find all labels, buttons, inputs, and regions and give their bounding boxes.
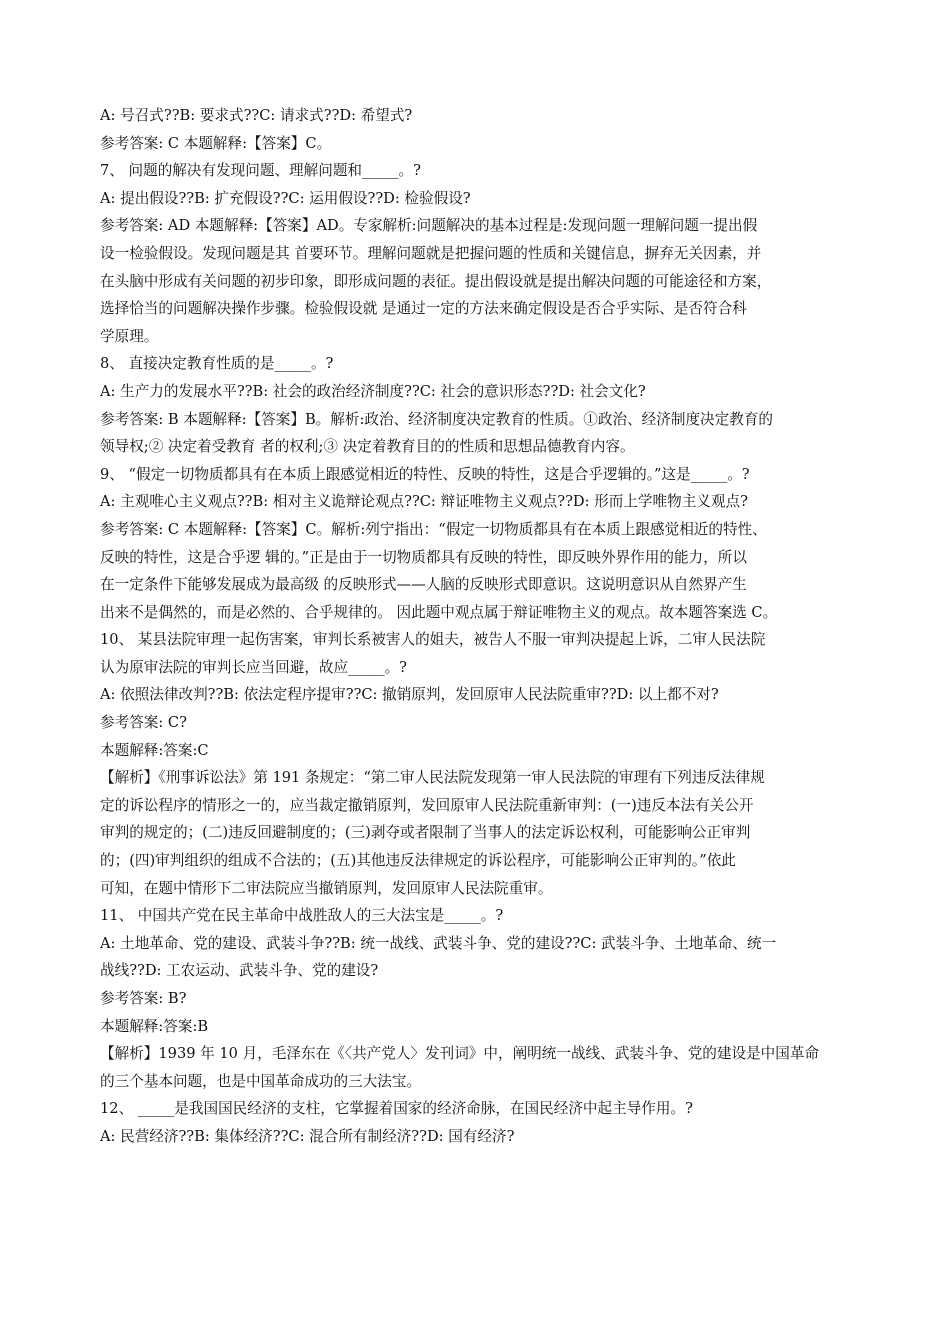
text-line: 参考答案: C 本题解释:【答案】C。解析:列宁指出：“假定一切物质都具有在本质上跟感觉相近的特性、	[100, 520, 767, 538]
text-line: 反映的特性，这是合乎逻 辑的。”正是由于一切物质都具有反映的特性，即反映外界作用的能力，所以	[100, 548, 747, 566]
text-line: 参考答案: C?	[100, 714, 187, 732]
text-line: 审判的规定的；(二)违反回避制度的；(三)剥夺或者限制了当事人的法定诉讼权利，可能影响公正审判	[100, 824, 751, 842]
question-11-options: A: 土地革命、党的建设、武装斗争??B: 统一战线、武装斗争、党的建设??C: 武装斗争、土地革命、统一	[100, 934, 777, 952]
text-line: 领导权;② 决定着受教育 者的权利;③ 决定着教育目的的性质和思想品德教育内容。	[100, 438, 635, 456]
question-9-options: A: 主观唯心主义观点??B: 相对主义诡辩论观点??C: 辩证唯物主义观点??D: 形而上学唯物主义观点?	[100, 493, 748, 511]
text-line: 在头脑中形成有关问题的初步印象，即形成问题的表征。提出假设就是提出解决问题的可能途径和方案，	[100, 272, 772, 290]
text-line: 在一定条件下能够发展成为最高级 的反映形式——人脑的反映形式即意识。这说明意识从自然界产生	[100, 576, 747, 594]
page-body	[100, 102, 852, 1151]
question-10-options: A: 依照法律改判??B: 依法定程序提审??C: 撤销原判，发回原审人民法院重审??D: 以上都不对?	[100, 686, 719, 704]
text-line: 定的诉讼程序的情形之一的，应当裁定撤销原判，发回原审人民法院重新审判：(一)违反本法有关公开	[100, 796, 754, 814]
text-line: 参考答案: AD 本题解释:【答案】AD。专家解析:问题解决的基本过程是:发现问题一理解问题一提出假	[100, 217, 758, 235]
text-line: 学原理。	[100, 327, 159, 345]
question-12-stem: 12、 _____是我国国民经济的支柱，它掌握着国家的经济命脉，在国民经济中起主导作用。?	[100, 1100, 693, 1118]
text-line: 【解析】1939 年 10 月，毛泽东在《〈共产党人〉发刊词》中，阐明统一战线、武装斗争、党的建设是中国革命	[100, 1045, 820, 1063]
text-line: 认为原审法院的审判长应当回避，故应_____。?	[100, 658, 407, 676]
question-8-stem: 8、 直接决定教育性质的是_____。?	[100, 355, 334, 373]
text-line: A: 号召式??B: 要求式??C: 请求式??D: 希望式?	[100, 107, 413, 124]
text-line: 的三个基本问题，也是中国革命成功的三大法宝。	[100, 1072, 422, 1090]
question-7-options: A: 提出假设??B: 扩充假设??C: 运用假设??D: 检验假设?	[100, 189, 471, 207]
question-8-options: A: 生产力的发展水平??B: 社会的政治经济制度??C: 社会的意识形态??D: 社会文化?	[100, 382, 646, 400]
text-line: 参考答案: B 本题解释:【答案】B。解析:政治、经济制度决定教育的性质。①政治、经济制度决定教育的	[100, 410, 774, 428]
text-line: 出来不是偶然的，而是必然的、合乎规律的。 因此题中观点属于辩证唯物主义的观点。故本题答案选 C。	[100, 603, 778, 621]
question-9-stem: 9、 “假定一切物质都具有在本质上跟感觉相近的特性、反映的特性，这是合乎逻辑的。”这是_____。?	[100, 465, 750, 483]
question-12-options: A: 民营经济??B: 集体经济??C: 混合所有制经济??D: 国有经济?	[100, 1127, 515, 1145]
text-line: 本题解释:答案:C	[100, 741, 209, 759]
text-line: 参考答案: C 本题解释:【答案】C。	[100, 134, 332, 152]
question-11-stem: 11、 中国共产党在民主革命中战胜敌人的三大法宝是_____。?	[100, 907, 504, 925]
text-line: 选择恰当的问题解决操作步骤。检验假设就 是通过一定的方法来确定假设是否合乎实际、是否符合科	[100, 300, 747, 318]
question-10-stem: 10、 某县法院审理一起伤害案，审判长系被害人的姐夫，被告人不服一审判决提起上诉，二审人民法院	[100, 631, 766, 649]
text-line: 可知，在题中情形下二审法院应当撤销原判，发回原审人民法院重审。	[100, 879, 553, 897]
text-line: 战线??D: 工农运动、武装斗争、党的建设?	[100, 962, 379, 980]
text-line: 本题解释:答案:B	[100, 1017, 209, 1035]
question-7-stem: 7、 问题的解决有发现问题、理解问题和_____。?	[100, 162, 421, 180]
text-line: 的；(四)审判组织的组成不合法的；(五)其他违反法律规定的诉讼程序，可能影响公正审判的。”依此	[100, 852, 736, 870]
text-line: 设一检验假设。发现问题是其 首要环节。理解问题就是把握问题的性质和关键信息，摒弃无关因素，并	[100, 244, 762, 262]
text-line: 【解析】《刑事诉讼法》第 191 条规定：“第二审人民法院发现第一审人民法院的审理有下列违反法律规	[100, 769, 765, 787]
text-line: 参考答案: B?	[100, 990, 187, 1007]
